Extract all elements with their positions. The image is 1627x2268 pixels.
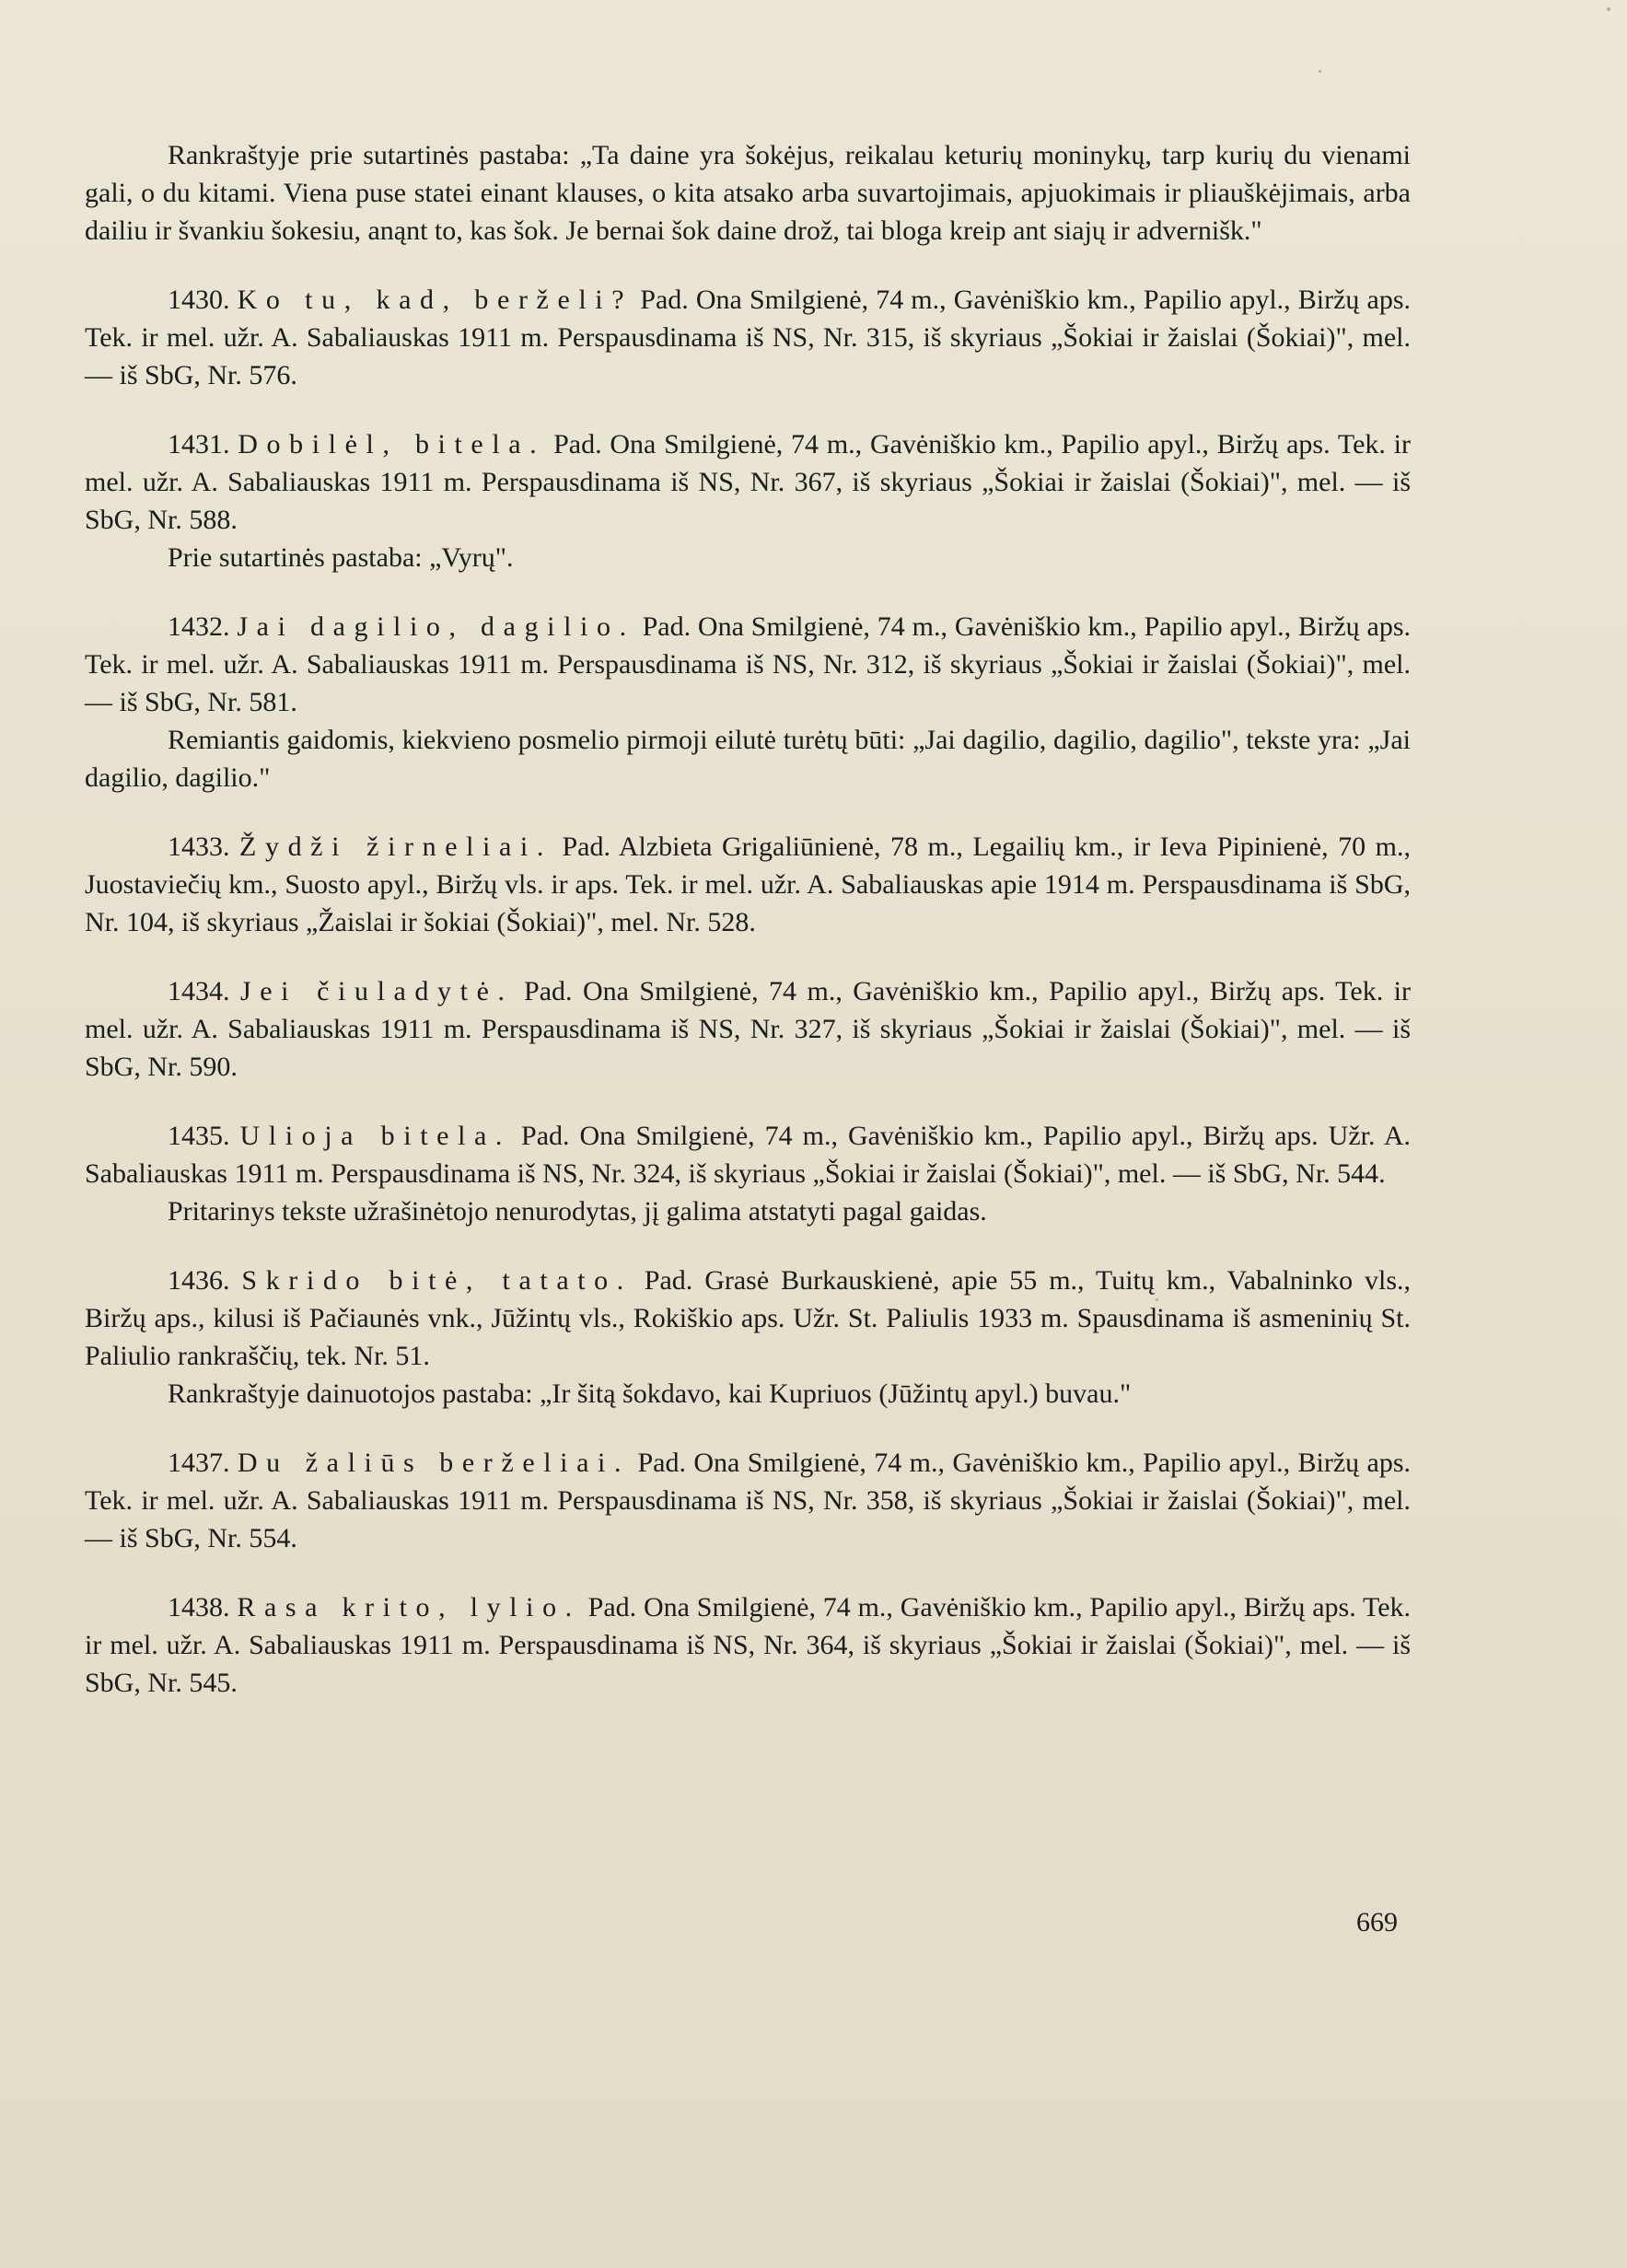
entry-title: Žydži žirneliai. bbox=[239, 832, 552, 862]
entry bbox=[85, 1444, 1411, 1557]
entry-source-text: Pad. Ona Smilgienė, 74 m., Gavėniškio km., Papilio apyl., Biržų aps. Tek. ir mel. užr. A. Sabaliauskas 1911 m. Perspausdinama iš NS, Nr. 364, iš skyriaus „Šokiai ir žaislai (Šokiai)", mel. — iš SbG, Nr. 545. bbox=[85, 1592, 1412, 1698]
entry-title: Dobilėl, bitela. bbox=[238, 429, 546, 459]
entry bbox=[85, 1588, 1411, 1702]
entry-number: 1433. bbox=[168, 832, 230, 862]
paper-speck bbox=[1607, 7, 1610, 11]
entry-source-text: Pad. Ona Smilgienė, 74 m., Gavėniškio km., Papilio apyl., Biržų aps. Tek. ir mel. užr. A. Sabaliauskas 1911 m. Perspausdinama iš NS, Nr. 315, iš skyriaus „Šokiai ir žaislai (Šokiai)", mel. — iš SbG, Nr. 576. bbox=[85, 285, 1412, 390]
entry-paragraph bbox=[85, 828, 1411, 941]
entry-source-text: Pad. Alzbieta Grigaliūnienė, 78 m., Legailių km., ir Ieva Pipinienė, 70 m., Juostaviečių km., Suosto apyl., Biržų vls. ir aps. Tek. ir mel. užr. A. Sabaliauskas apie 1914 m. Perspausdinama iš SbG, Nr. 104, iš skyriaus „Žaislai ir šokiai (Šokiai)", mel. Nr. 528. bbox=[85, 832, 1412, 937]
page-number: 669 bbox=[1356, 1907, 1398, 1937]
entry-note: Remiantis gaidomis, kiekvieno posmelio pirmoji eilutė turėtų būti: „Jai dagilio, dagilio, dagilio", tekste yra: „Jai dagilio, dagilio." bbox=[85, 725, 1411, 793]
entry-paragraph bbox=[85, 1444, 1411, 1557]
entry-paragraph bbox=[85, 972, 1411, 1086]
entry-paragraph bbox=[85, 1262, 1411, 1375]
entry-number: 1437. bbox=[168, 1448, 230, 1478]
entry-paragraph bbox=[85, 1588, 1411, 1702]
page-body bbox=[85, 136, 1411, 1702]
entry-number: 1434. bbox=[168, 976, 230, 1006]
entry-number: 1435. bbox=[168, 1121, 230, 1151]
entry-number: 1436. bbox=[168, 1265, 230, 1296]
entry-title: Du žaliūs berželiai. bbox=[237, 1448, 631, 1478]
entry-title: Jei čiuladytė. bbox=[239, 976, 514, 1006]
entry-title: Ulioja bitela. bbox=[239, 1121, 512, 1151]
entry-source-text: Pad. Ona Smilgienė, 74 m., Gavėniškio km., Papilio apyl., Biržų aps. Tek. ir mel. užr. A. Sabaliauskas 1911 m. Perspausdinama iš NS, Nr. 358, iš skyriaus „Šokiai ir žaislai (Šokiai)", mel. — iš SbG, Nr. 554. bbox=[85, 1448, 1412, 1553]
entries-list bbox=[85, 281, 1411, 1702]
entry-title: Rasa krito, lylio. bbox=[237, 1592, 581, 1622]
entry-source-text: Pad. Ona Smilgienė, 74 m., Gavėniškio km., Papilio apyl., Biržų aps. Tek. ir mel. užr. A. Sabaliauskas 1911 m. Perspausdinama iš NS, Nr. 327, iš skyriaus „Šokiai ir žaislai (Šokiai)", mel. — iš SbG, Nr. 590. bbox=[85, 976, 1412, 1082]
entry-paragraph bbox=[85, 281, 1411, 394]
entry-paragraph bbox=[85, 608, 1411, 721]
entry-title: Skrido bitė, tatato. bbox=[241, 1265, 633, 1296]
entry-paragraph bbox=[85, 425, 1411, 539]
entry-number: 1430. bbox=[168, 285, 230, 315]
entry bbox=[85, 1262, 1411, 1413]
intro-paragraph: Rankraštyje prie sutartinės pastaba: „Ta daine yra šokėjus, reikalau keturių moninykų, tarp kurių du vienami gali, o du kitami. Viena puse statei einant klauses, o kita atsako arba suvartojimais, apjuokimais ir pliauškėjimais, arba dailiu ir švankiu šokesiu, anąnt to, kas šok. Je bernai šok daine drož, tai bloga kreip ant siajų ir advernišk." bbox=[85, 140, 1411, 246]
entry-source-text: Pad. Ona Smilgienė, 74 m., Gavėniškio km., Papilio apyl., Biržų aps. Tek. ir mel. užr. A. Sabaliauskas 1911 m. Perspausdinama iš NS, Nr. 367, iš skyriaus „Šokiai ir žaislai (Šokiai)", mel. — iš SbG, Nr. 588. bbox=[85, 429, 1411, 535]
entry-source-text: Pad. Ona Smilgienė, 74 m., Gavėniškio km., Papilio apyl., Biržų aps. Tek. ir mel. užr. A. Sabaliauskas 1911 m. Perspausdinama iš NS, Nr. 312, iš skyriaus „Šokiai ir žaislai (Šokiai)", mel. — iš SbG, Nr. 581. bbox=[85, 611, 1411, 717]
entry-number: 1438. bbox=[168, 1592, 230, 1622]
entry-number: 1432. bbox=[168, 611, 230, 642]
entry-title: Ko tu, kad, berželi? bbox=[237, 285, 633, 315]
entry-note: Pritarinys tekste užrašinėtojo nenurodytas, jį galima atstatyti pagal gaidas. bbox=[168, 1196, 987, 1227]
entry-paragraph bbox=[85, 1117, 1411, 1192]
entry-title: Jai dagilio, dagilio. bbox=[237, 611, 635, 642]
entry bbox=[85, 425, 1411, 576]
entry-source-text: Pad. Grasė Burkauskienė, apie 55 m., Tuitų km., Vabalninko vls., Biržų aps., kilusi iš Pačiaunės vnk., Jūžintų vls., Rokiškio aps. Užr. St. Paliulis 1933 m. Spausdinama iš asmeninių St. Paliulio rankraščių, tek. Nr. 51. bbox=[85, 1265, 1412, 1371]
paper-speck bbox=[1319, 70, 1321, 73]
entry bbox=[85, 281, 1411, 394]
entry-source-text: Pad. Ona Smilgienė, 74 m., Gavėniškio km., Papilio apyl., Biržų aps. Užr. A. Sabaliauskas 1911 m. Perspausdinama iš NS, Nr. 324, iš skyriaus „Šokiai ir žaislai (Šokiai)", mel. — iš SbG, Nr. 544. bbox=[85, 1121, 1411, 1189]
entry bbox=[85, 608, 1411, 797]
entry bbox=[85, 972, 1411, 1086]
entry bbox=[85, 1117, 1411, 1230]
entry-number: 1431. bbox=[168, 429, 230, 459]
entry bbox=[85, 828, 1411, 941]
entry-note: Prie sutartinės pastaba: „Vyrų". bbox=[168, 542, 514, 573]
paper-speck bbox=[1156, 1298, 1158, 1301]
entry-note: Rankraštyje dainuotojos pastaba: „Ir šitą šokdavo, kai Kupriuos (Jūžintų apyl.) buvau." bbox=[168, 1378, 1132, 1409]
